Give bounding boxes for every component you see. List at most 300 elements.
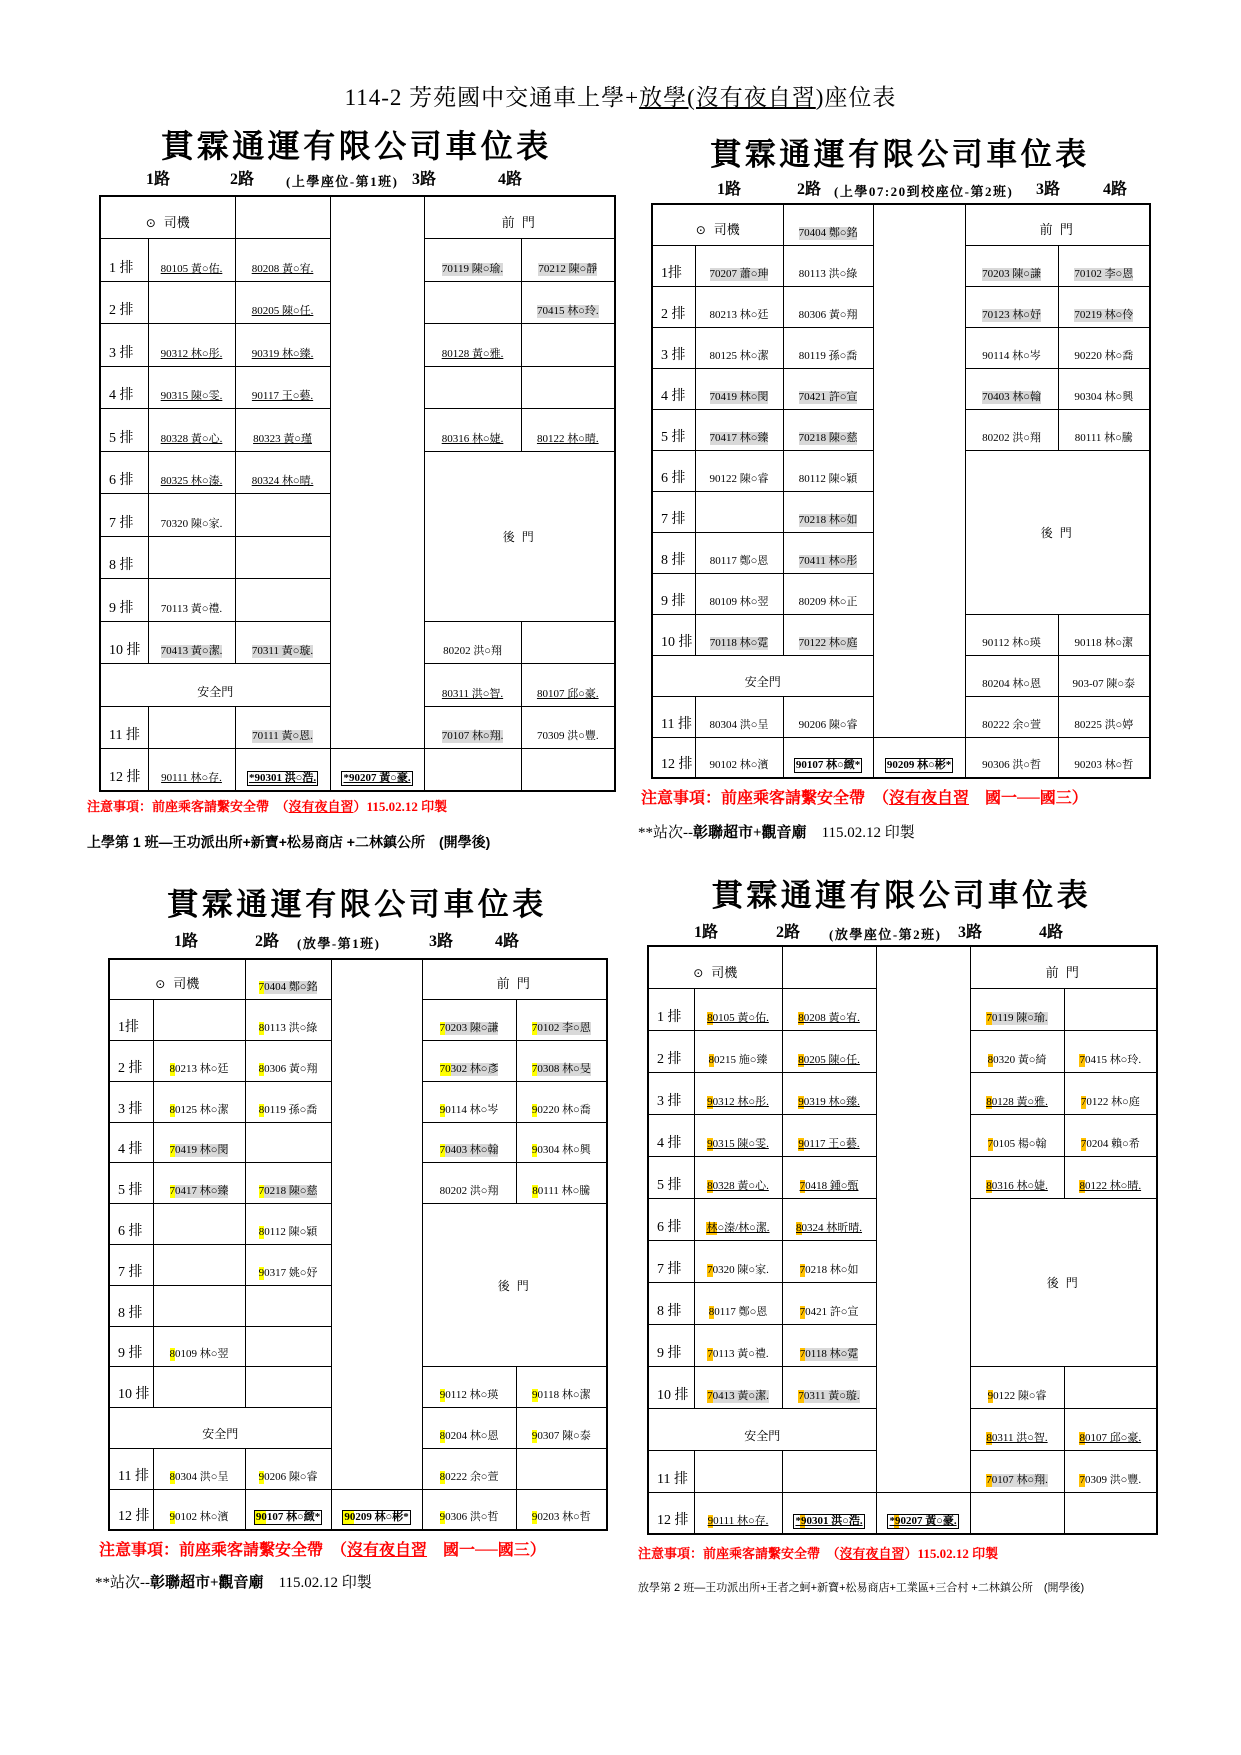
seat-left-aisle [782,1072,876,1114]
seat-entry [707,1138,769,1151]
seat-right-aisle [970,1366,1064,1408]
seat-entry [440,1022,499,1035]
seat-text: 90111 林○存. [161,772,222,784]
seat-entry [709,1054,768,1067]
seat-left-window [695,491,783,532]
seat-text: 80222 余○萱 [982,718,1041,731]
seat-text: 70102 李○恩 [1074,267,1134,280]
seat-left-window [148,409,235,452]
row-label [109,1326,153,1367]
seat-left-window [694,1156,782,1198]
seat-entry [440,1104,499,1117]
seat-text: 70421 許○宣 [799,1305,859,1318]
row-label-text: 7 排 [657,1261,682,1277]
seat-entry [798,1390,859,1403]
rear-door-label: 後 門 [1040,525,1074,540]
seat-right-aisle [422,1122,516,1163]
route-stops-note [95,1571,372,1592]
seat-text: 90117 王○藝. [251,390,314,402]
seat-text: 80202 洪○翔 [982,431,1041,444]
seat-entry [799,473,858,486]
seat-entry [708,1515,769,1528]
row-label-text: 1排 [661,265,682,281]
seat-text: 90312 林○彤. [707,1095,769,1108]
row-label [100,451,148,494]
seat-text: 80122 林○晴. [1079,1179,1142,1192]
seat-entry [799,637,858,650]
route-2-label: 2路 [797,181,822,198]
seat-entry [1074,309,1133,322]
seat-entry [1079,1054,1141,1067]
seat-center-aisle [873,737,965,778]
row-label-text: 1 排 [109,260,134,276]
seat-right-window [521,409,615,452]
seat-text: 70105 楊○翰 [987,1137,1047,1150]
seat-right-aisle [970,1408,1064,1450]
seat-left-window [694,1450,782,1492]
rear-door [970,1198,1157,1366]
seat-left-aisle [245,1122,331,1163]
driver-label: 司機 [711,964,738,980]
row-label-text: 1排 [118,1020,139,1036]
seat-left-aisle [782,988,876,1030]
route-2-label: 2路 [255,933,280,950]
row-label [652,327,695,368]
seat-entry [986,1012,1047,1025]
seat-right-aisle [424,366,521,409]
seat-entry [795,759,861,772]
front-door [424,196,615,239]
seat-text: 90112 林○瑛 [439,1389,499,1402]
seat-text: 70212 陳○靜 [538,262,598,275]
notice-text: 注意事項：前座乘客請繫安全帶 （ [641,790,890,807]
seat-text: 80204 林○恩 [982,677,1041,690]
seat-text: *90207 黃○豪. [343,772,411,784]
seat-left-aisle [245,1449,331,1490]
seat-text: 90122 陳○睿 [987,1389,1047,1402]
seat-entry [888,1515,957,1528]
page-title-underlined: 放學(沒有夜自習 [639,85,816,110]
row-label [648,1198,694,1240]
seat-right-window [521,324,615,367]
row-label-text: 9 排 [118,1346,143,1362]
seat-text: 90102 林○濱 [169,1511,229,1524]
seat-entry [1079,1432,1141,1445]
row-label-text: 9 排 [657,1345,682,1361]
seat-entry [248,772,317,785]
seat-text: 80111 林○騰 [1074,431,1133,444]
seat-entry [800,1180,859,1193]
aisle [876,946,970,1492]
footer-text: 彰聯超市+觀音廟 [693,825,807,841]
rear-door-label: 後 門 [1046,1275,1080,1290]
seat-text: 70309 洪○豐. [1079,1473,1142,1486]
seat-left-aisle [783,573,873,614]
seat-left-window [694,1198,782,1240]
route-4-label: 4路 [495,933,520,950]
aisle [331,959,422,1489]
seat-text: *90207 黃○豪. [889,1515,957,1527]
seat-left-aisle [783,245,873,286]
seat-entry [710,719,769,732]
seat-left-aisle [782,1114,876,1156]
seat-entry [170,1063,229,1076]
seat-left-window [694,1114,782,1156]
seat-right-window [1064,988,1157,1030]
seat-left-aisle [245,1489,331,1530]
seat-right-aisle [424,324,521,367]
seat-text: 90206 陳○睿 [258,1470,318,1483]
notice-underlined: 沒有夜自習 [288,799,354,814]
seat-left-window [695,245,783,286]
rear-door-label: 後 門 [502,529,536,544]
route-stops-note [638,821,915,842]
seat-text: 80113 洪○綠 [258,1022,318,1035]
seat-left-aisle [245,1204,331,1245]
seat-entry [799,391,858,404]
seat-right-aisle [970,1450,1064,1492]
seat-left-window [153,1449,245,1490]
front-door-label: 前 門 [501,215,537,230]
seat-entry [259,1022,318,1035]
row-label-text: 3 排 [657,1093,682,1109]
row-label-text: 1 排 [657,1009,682,1025]
seat-entry [799,227,858,240]
row-label [648,988,694,1030]
seat-entry [255,1511,321,1524]
seat-entry [252,348,314,361]
seat-left-window [694,1492,782,1534]
seat-text: 80109 林○翌 [169,1348,229,1361]
seat-text: 80306 黃○翔 [258,1062,318,1075]
seat-text: 70203 陳○謙 [982,267,1041,280]
seat-entry [710,473,769,486]
seat-right-window [1064,1072,1157,1114]
seat-text: 90209 林○彬* [886,759,952,771]
seat-entry [1075,637,1134,650]
seat-entry [252,475,314,488]
seat-entry [537,433,599,446]
footer-text: 115.02.12 印製 [806,825,915,841]
seat-right-aisle [424,621,521,664]
seat-left-aisle [783,614,873,655]
seat-right-window [516,1163,607,1204]
seat-entry [161,603,222,616]
row-label-text: 8 排 [661,552,686,568]
seat-left-window [148,536,235,579]
seat-entry [1079,1474,1141,1487]
seat-right-window [516,1449,607,1490]
seat-right-window [521,366,615,409]
seat-text: 80208 黃○宥. [798,1011,860,1024]
seat-entry [707,1390,769,1403]
row-label [100,621,148,664]
seat-text: 90107 林○緻* [795,759,861,771]
seat-text: 70219 林○伶 [1074,308,1134,321]
route-3-label: 3路 [958,924,983,941]
seat-left-aisle [235,579,330,622]
seat-entry [440,1185,499,1198]
page-title-prefix: 114-2 芳苑國中交通車上學+ [344,85,640,110]
seat-text: 70122 林○庭 [1080,1095,1140,1108]
seat-text: 70113 黃○禮. [707,1347,769,1360]
seat-entry [1074,268,1133,281]
seat-left-aisle [782,1156,876,1198]
seat-right-aisle [422,1081,516,1122]
row-label [109,1489,153,1530]
row-label-text: 4 排 [118,1142,143,1158]
seat-text: 80205 陳○任. [251,305,314,317]
steering-wheel-icon: ⊙ [145,216,156,230]
seat-left-aisle [235,366,330,409]
seat-left-window [148,621,235,664]
row-label [648,1282,694,1324]
seat-text: 80324 林昕晴. [796,1221,863,1234]
seat-right-window [516,1000,607,1041]
seat-entry [532,1104,591,1117]
seat-left-window [695,327,783,368]
seat-text: 70418 鍾○甄 [799,1179,859,1192]
seat-left-aisle [782,1324,876,1366]
seat-right-aisle [424,281,521,324]
row-label-text: 5 排 [661,429,686,445]
seat-left-aisle [245,1326,331,1367]
seat-entry [252,390,313,403]
seat-entry [440,1144,499,1157]
seat-text: 80320 黃○綺 [987,1053,1047,1066]
seat-entry [161,645,223,658]
seat-left-window [694,1072,782,1114]
seat-left-window [148,706,235,749]
row-label [648,1450,694,1492]
seat-entry [799,555,858,568]
row-label-text: 7 排 [661,511,686,527]
seat-text: 70113 黃○禮. [160,602,223,615]
row-label-text: 8 排 [118,1305,143,1321]
seat-text: 70417 林○臻 [169,1185,229,1198]
seat-left-aisle [783,491,873,532]
seat-front-passenger [235,196,330,239]
seat-entry [982,350,1041,363]
bus-run-note: (上學07:20到校座位-第2班) [834,184,1014,199]
seat-text: 70311 黃○璇. [798,1389,860,1402]
seat-entry [710,391,769,404]
seat-right-aisle [970,1492,1064,1534]
notice-suffix: 國一──國三） [969,790,1088,807]
seat-entry [798,1012,860,1025]
seat-entry [440,1063,499,1076]
seat-right-aisle [422,1000,516,1041]
seat-text: 80109 林○翌 [709,595,769,608]
seat-text: 90112 林○瑛 [982,636,1041,649]
seat-entry [988,1390,1047,1403]
aisle [330,196,424,749]
route-1-label: 1路 [146,171,171,188]
seat-entry [799,309,858,322]
seat-right-window [516,1081,607,1122]
seat-text: 80306 黃○翔 [798,308,858,321]
seat-left-window [694,1366,782,1408]
route-labels [108,932,520,952]
row-label-text: 4 排 [109,388,134,403]
row-label-text: 6 排 [109,473,134,488]
seat-text: 80328 黃○心. [160,432,223,445]
seat-text: 90122 陳○睿 [709,472,769,485]
seat-text: 70107 林○翔. [986,1473,1048,1486]
seat-text: 90315 陳○雯. [707,1137,769,1150]
seat-left-window [695,573,783,614]
seat-left-window [153,1489,245,1530]
seat-text: 80112 陳○穎 [798,472,858,485]
seat-entry [170,1348,229,1361]
row-label-text: 7 排 [109,515,134,531]
seat-left-window [153,1081,245,1122]
seat-entry [1072,678,1135,691]
seat-left-aisle [235,281,330,324]
seat-entry [259,1471,318,1484]
seat-right-window [1058,655,1150,696]
seat-right-aisle [424,409,521,452]
seat-text: 90304 林○興 [1074,390,1134,403]
seat-entry [982,268,1041,281]
seat-text: 80105 黃○佑. [160,262,223,275]
seat-left-window [153,1000,245,1041]
seat-entry [799,350,858,363]
seat-entry [440,1389,499,1402]
row-label [100,324,148,367]
row-label [652,573,695,614]
seat-entry [538,263,597,276]
row-label [652,696,695,737]
safety-door-label: 安全門 [197,684,234,699]
row-label-text: 3 排 [661,347,686,363]
row-label-text: 12 排 [109,770,141,785]
seat-entry [710,432,769,445]
driver-seat [652,204,783,245]
row-label [648,1324,694,1366]
row-label [100,366,148,409]
seat-text: 70218 林○如 [799,1263,859,1276]
seat-entry [800,1306,859,1319]
seat-text: 70411 林○彤 [798,554,858,567]
seat-left-aisle [245,1367,331,1408]
seat-left-aisle [235,621,330,664]
row-label [648,1072,694,1114]
safety-door [652,655,873,696]
route-3-label: 3路 [1036,181,1061,198]
seat-right-aisle [965,286,1058,327]
notice-suffix: 國一──國三） [427,1542,546,1559]
seat-left-window [148,579,235,622]
seat-entry [532,1430,591,1443]
seat-text: 70320 陳○家. [707,1263,769,1276]
seat-entry [796,1222,862,1235]
seat-right-window [1064,1450,1157,1492]
bus-run-note: (上學座位-第1班) [286,174,399,189]
seat-entry [1075,432,1133,445]
row-label-text: 10 排 [118,1387,150,1403]
route-4-label: 4路 [498,171,523,188]
seat-text: 80215 施○臻 [708,1053,768,1066]
seat-right-aisle [965,696,1058,737]
seat-left-aisle [783,450,873,491]
seat-left-aisle [783,696,873,737]
row-label-text: 2 排 [661,306,686,322]
row-label [109,1367,153,1408]
seat-entry [1074,759,1133,772]
steering-wheel-icon: ⊙ [695,222,706,237]
row-label [648,1114,694,1156]
seat-text: 90319 林○臻. [798,1095,860,1108]
seat-entry [1081,1096,1140,1109]
row-label-text: 11 排 [657,1471,688,1487]
seat-entry [799,596,858,609]
seat-text: 80113 洪○綠 [798,267,858,280]
seat-right-aisle [965,368,1058,409]
notice-text: 注意事項：前座乘客請繫安全帶 （ [638,1546,840,1561]
seat-entry [798,1096,860,1109]
seat-text: 70203 陳○謙 [439,1022,499,1035]
seat-entry [800,1348,859,1361]
row-label [652,491,695,532]
seat-front-passenger [245,959,331,1000]
row-label [648,1240,694,1282]
seat-text: 70123 林○妤 [982,308,1041,321]
row-label [109,1041,153,1082]
safety-notice [638,1543,998,1562]
seat-left-aisle [235,536,330,579]
seat-text: 70218 陳○慈 [258,1185,318,1198]
seat-left-window [148,281,235,324]
row-label-text: 10 排 [661,634,693,650]
safety-notice [641,785,1088,808]
seat-left-aisle [782,1492,876,1534]
seat-entry [252,645,313,658]
row-label [109,1245,153,1286]
seat-entry [982,391,1041,404]
seat-entry [707,1348,768,1361]
route-1-label: 1路 [174,933,199,950]
safety-door-label: 安全門 [202,1427,239,1442]
seat-right-aisle [422,1367,516,1408]
seat-entry [1074,391,1133,404]
seat-entry [799,719,858,732]
seat-right-window [516,1408,607,1449]
seat-text: 80107 邱○豪. [1079,1431,1142,1444]
seat-entry [537,305,599,318]
seat-text: 80213 林○廷 [709,308,769,321]
seat-left-aisle [245,1245,331,1286]
row-label-text: 12 排 [118,1509,150,1525]
seat-entry [252,305,314,318]
steering-wheel-icon: ⊙ [155,977,166,992]
seat-left-window [695,737,783,778]
route-2-label: 2路 [776,924,801,941]
seat-text: 70207 蕭○珅 [709,267,769,280]
notice-underlined: 沒有夜自習 [839,1546,905,1561]
seat-left-aisle [783,409,873,450]
seat-text: 70122 林○庭 [798,636,858,649]
seat-text: 80323 黃○瑾 [253,432,312,445]
seat-entry [170,1471,229,1484]
seat-entry [710,350,769,363]
seat-left-aisle [782,1366,876,1408]
seat-text: 80128 黃○雅. [441,347,504,360]
seat-text: 80311 洪○智. [441,687,504,700]
seat-entry [982,432,1041,445]
seat-text: 70413 黃○潔. [707,1389,769,1402]
seat-left-aisle [235,409,330,452]
